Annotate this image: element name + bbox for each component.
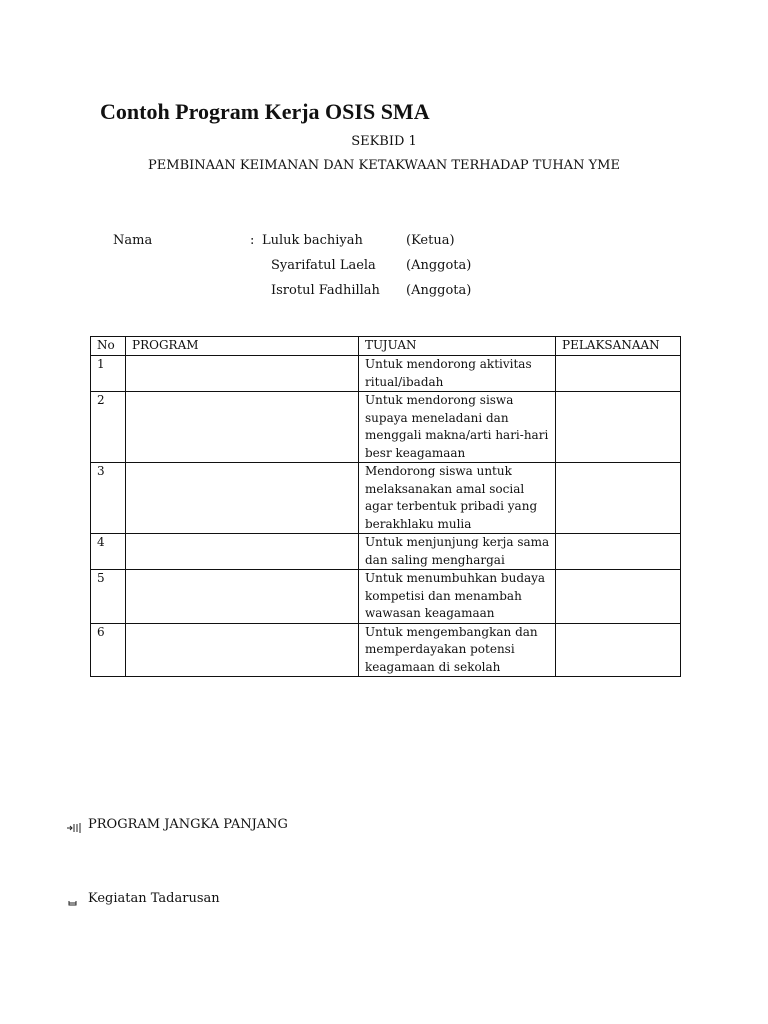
tujuan-line: besr keagamaan xyxy=(365,445,466,460)
cell-no: 3 xyxy=(91,463,126,534)
section-title: PROGRAM JANGKA PANJANG xyxy=(88,817,288,832)
tujuan-line: Untuk mengembangkan dan xyxy=(365,624,538,639)
tujuan-line: Untuk menjunjung kerja sama xyxy=(365,535,550,549)
tujuan-line: berakhlaku mulia xyxy=(365,516,472,531)
tujuan-line: memperdayakan potensi xyxy=(365,642,515,656)
table-row xyxy=(91,570,681,624)
table-row xyxy=(91,356,681,392)
cell-tujuan xyxy=(359,570,556,624)
cell-tujuan xyxy=(359,623,556,677)
header-tujuan: TUJUAN xyxy=(359,337,556,356)
cell-tujuan xyxy=(359,534,556,570)
member-name: Syarifatul Laela xyxy=(271,258,376,273)
subtitle: SEKBID 1 xyxy=(351,134,417,149)
member-separator: : xyxy=(250,233,255,248)
cell-pelaksanaan xyxy=(556,534,681,570)
cell-pelaksanaan xyxy=(556,463,681,534)
tujuan-line: agar terbentuk pribadi yang xyxy=(365,499,538,513)
tujuan-line: supaya meneladani dan xyxy=(365,410,509,425)
tujuan-line: melaksanakan amal social xyxy=(365,481,525,496)
header-pelaksanaan: PELAKSANAAN xyxy=(556,337,681,356)
tujuan-line: Untuk mendorong siswa xyxy=(365,393,514,407)
bullet-icon xyxy=(68,893,77,912)
tujuan-line: Untuk menumbuhkan budaya xyxy=(365,571,546,585)
member-name: Luluk bachiyah xyxy=(262,233,363,248)
cell-pelaksanaan xyxy=(556,570,681,624)
tujuan-line: ritual/ibadah xyxy=(365,374,444,389)
tujuan-line: kompetisi dan menambah xyxy=(365,588,522,603)
cell-program xyxy=(126,463,359,534)
cell-pelaksanaan xyxy=(556,623,681,677)
header-no: No xyxy=(91,337,126,356)
table-row xyxy=(91,463,681,534)
table-header-row xyxy=(91,337,681,356)
cell-pelaksanaan xyxy=(556,356,681,392)
list-item-text: Kegiatan Tadarusan xyxy=(88,891,220,906)
tujuan-line: keagamaan di sekolah xyxy=(365,659,501,674)
cell-program xyxy=(126,534,359,570)
cell-program xyxy=(126,356,359,392)
cell-no: 2 xyxy=(91,392,126,463)
member-name: Isrotul Fadhillah xyxy=(271,283,380,298)
table-row xyxy=(91,534,681,570)
header-program: PROGRAM xyxy=(126,337,359,356)
program-table xyxy=(90,336,681,677)
table-row xyxy=(91,392,681,463)
page-title: Contoh Program Kerja OSIS SMA xyxy=(100,99,430,124)
tujuan-line: dan saling menghargai xyxy=(365,552,505,567)
heading: PEMBINAAN KEIMANAN DAN KETAKWAAN TERHADAP TUHAN YME xyxy=(148,158,620,173)
cell-no: 4 xyxy=(91,534,126,570)
cell-no: 6 xyxy=(91,623,126,677)
cell-tujuan xyxy=(359,392,556,463)
cell-tujuan xyxy=(359,356,556,392)
cell-pelaksanaan xyxy=(556,392,681,463)
cell-no: 5 xyxy=(91,570,126,624)
cell-program xyxy=(126,392,359,463)
member-role: (Anggota) xyxy=(406,283,472,298)
tujuan-line: Mendorong siswa untuk xyxy=(365,464,512,478)
cell-no: 1 xyxy=(91,356,126,392)
member-role: (Ketua) xyxy=(406,233,455,248)
member-role: (Anggota) xyxy=(406,258,472,273)
tujuan-line: menggali makna/arti hari-hari xyxy=(365,428,549,442)
tujuan-line: wawasan keagamaan xyxy=(365,606,495,620)
cell-program xyxy=(126,623,359,677)
tujuan-line: Untuk mendorong aktivitas xyxy=(365,357,532,371)
member-label: Nama xyxy=(113,233,153,248)
list-arrow-icon xyxy=(66,819,82,838)
cell-tujuan xyxy=(359,463,556,534)
cell-program xyxy=(126,570,359,624)
table-row xyxy=(91,623,681,677)
